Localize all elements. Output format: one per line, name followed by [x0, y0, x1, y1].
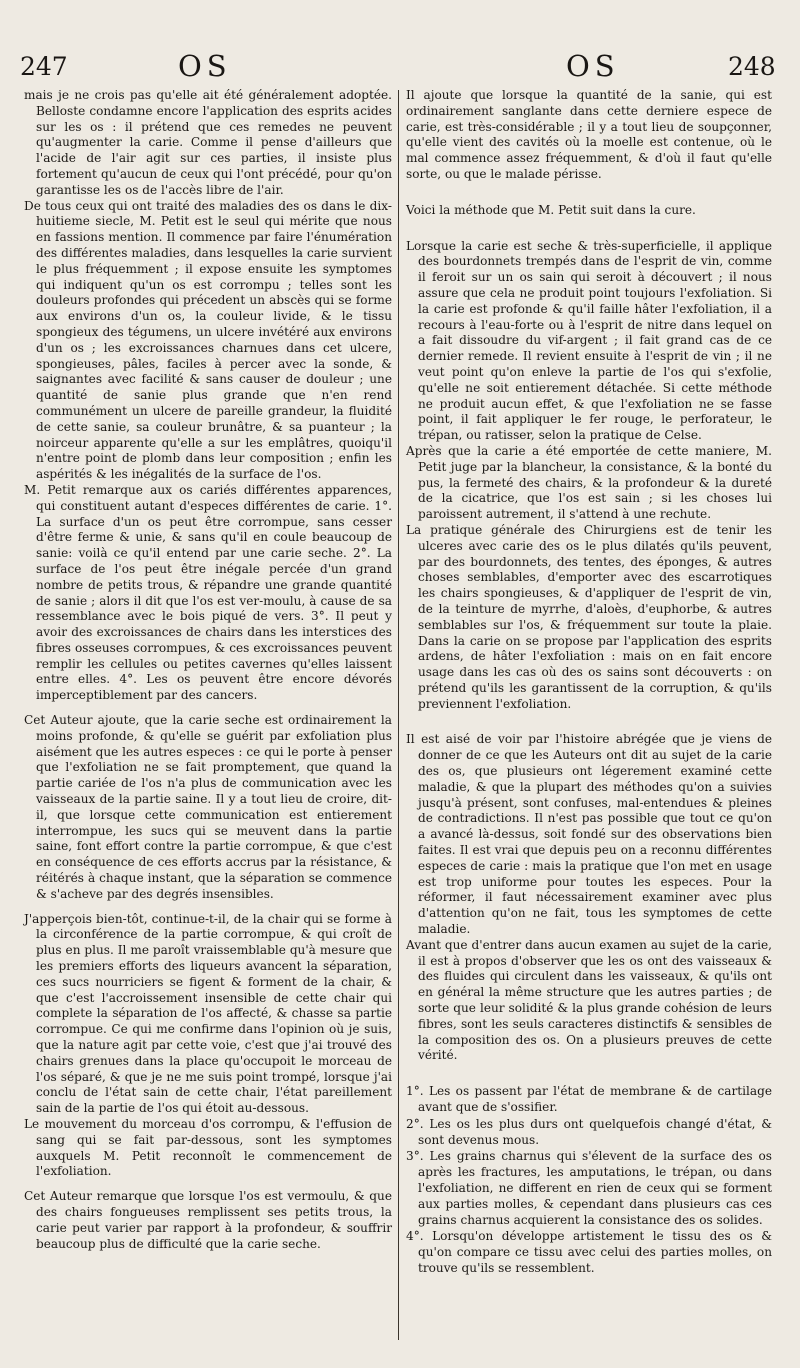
- column-divider: [398, 90, 399, 1340]
- list-item: 4°. Lorsqu'on développe artistement le tissu des os & qu'on compare ce tissu avec celui des parties molles, on trouve qu'ils se ressemblent.: [406, 1229, 772, 1275]
- paragraph: Voici la méthode que M. Petit suit dans la cure.: [406, 202, 696, 217]
- paragraph: Lorsque la carie est seche & très-superficielle, il applique des bourdonnets trempés dans de l'esprit de vin, comme il feroit sur un os sain qui seroit à découvert ; il nous assure que cela ne produit point toujours l'exfoliation. Si la carie est profonde & qu'il faille hâter l'exfoliation, il a recours à l'eau-forte ou à l'esprit de nitre dans lequel on a fait dissoudre du vif-argent ; il fait grand cas de ce dernier remede. Il revient ensuite à l'esprit de vin ; il ne veut point qu'on enleve la partie de l'os qui s'exfolie, qu'elle ne soit entierement détachée. Si cette méthode ne produit aucun effet, & que l'exfoliation ne se fasse point, il fait appliquer le fer rouge, le perforateur, le trépan, ou ratisser, selon la pratique de Celse.: [406, 238, 772, 443]
- page-number-right: 248: [728, 52, 776, 81]
- paragraph: La pratique générale des Chirurgiens est de tenir les ulceres avec carie des os le plus dilatés qu'ils peuvent, par des bourdonnets, des tentes, des éponges, & autres choses semblables, d'emporter avec des escarrotiques les chairs spongieuses, & d'appliquer de l'esprit de vin, de la teinture de myrrhe, d'aloès, d'euphorbe, & autres semblables sur l'os, & fréquemment sur toute la plaie. Dans la carie on se propose par l'application des esprits ardens, de hâter l'exfoliation : mais on en fait encore usage dans les cas où des os sains sont découverts : on prétend qu'ils les garantissent de la corruption, & qu'ils previennent l'exfoliation.: [406, 522, 772, 711]
- left-column: [24, 88, 392, 1252]
- list-item: 3°. Les grains charnus qui s'élevent de la surface des os après les fractures, les amputations, le trépan, ou dans l'exfoliation, ne different en rien de ceux qui se forment aux parties molles, & cependant dans plusieurs cas ces grains charnus acquierent la consistance des os solides.: [406, 1149, 772, 1227]
- running-head-right: OS: [566, 49, 620, 83]
- paragraph: M. Petit remarque aux os cariés différentes apparences, qui constituent autant d'especes différentes de carie. 1°. La surface d'un os peut être corrompue, sans cesser d'être ferme & unie, & sans qu'il en coule beaucoup de sanie: voilà ce qu'il entend par une carie seche. 2°. La surface de l'os peut être inégale percée d'un grand nombre de petits trous, & répandre une grande quantité de sanie ; alors il dit que l'os est ver-moulu, à cause de sa ressemblance avec le bois piqué de vers. 3°. Il peut y avoir des excroissances de chairs dans les interstices des fibres osseuses corrompues, & ces excroissances peuvent remplir les cellules ou petites cavernes qu'elles laissent entre elles. 4°. Les os peuvent être encore dévorés imperceptiblement par des cancers.: [24, 482, 392, 703]
- list-item: 2°. Les os les plus durs ont quelquefois changé d'état, & sont devenus mous.: [406, 1116, 772, 1147]
- paragraph: Avant que d'entrer dans aucun examen au sujet de la carie, il est à propos d'observer que les os ont des vaisseaux & des fluides qui circulent dans les vaisseaux, & qu'ils ont en général la même structure que les autres parties ; de sorte que leur solidité & la plus grande cohésion de leurs fibres, sont les seuls caracteres distinctifs & sensibles de la composition des os. On a plusieurs preuves de cette vérité.: [406, 937, 772, 1063]
- list-item: 1°. Les os passent par l'état de membrane & de cartilage avant que de s'ossifier.: [406, 1084, 772, 1115]
- running-head-left: OS: [178, 49, 232, 83]
- paragraph: Cet Auteur remarque que lorsque l'os est vermoulu, & que des chairs fongueuses remplissent ses petits trous, la carie peut varier par rapport à la profondeur, & souffrir beaucoup plus de difficulté que la carie seche.: [24, 1189, 392, 1251]
- paragraph: Il ajoute que lorsque la quantité de la sanie, qui est ordinairement sanglante dans cette derniere espece de carie, est très-considérable ; il y a tout lieu de soupçonner, qu'elle vient des cavités où la moelle est contenue, où le mal commence assez fréquemment, & d'où il faut qu'elle sorte, ou que le malade périsse.: [406, 88, 772, 181]
- page-number-left: 247: [20, 52, 68, 81]
- paragraph: Après que la carie a été emportée de cette maniere, M. Petit juge par la blancheur, la consistance, & la bonté du pus, la fermeté des chairs, & la profondeur & la dureté de la cicatrice, que l'os est sain ; si les choses lui paroissent autrement, il s'attend à une rechute.: [406, 443, 772, 522]
- paragraph: Il est aisé de voir par l'histoire abrégée que je viens de donner de ce que les Auteurs ont dit au sujet de la carie des os, que plusieurs ont légerement examiné cette maladie, & que la plupart des méthodes qu'on a suivies jusqu'à présent, sont confuses, mal-entendues & pleines de contradictions. Il n'est pas possible que tout ce qu'on a avancé là-dessus, soit fondé sur des observations bien faites. Il est vrai que depuis peu on a reconnu différentes especes de carie : mais la pratique que l'on met en usage est trop uniforme pour toutes les especes. Pour la réformer, il faut nécessairement examiner avec plus d'attention qu'on ne fait, tous les symptomes de cette maladie.: [406, 732, 772, 937]
- paragraph: De tous ceux qui ont traité des maladies des os dans le dix-huitieme siecle, M. Petit est le seul qui mérite que nous en fassions mention. Il commence par faire l'énumération des différentes maladies, dans lesquelles la carie survient le plus fréquemment ; il expose ensuite les symptomes qui indiquent qu'un os est corrompu ; telles sont les douleurs profondes qui précedent un abscès qui se forme aux environs d'un os, la couleur livide, & le tissu spongieux des tégumens, un ulcere invétéré aux environs d'un os ; les excroissances charnues dans cet ulcere, spongieuses, pâles, faciles à percer avec la sonde, & saignantes avec facilité & sans causer de douleur ; une quantité de sanie plus grande que n'en rend communément un ulcere de pareille grandeur, la fluidité de cette sanie, sa couleur brunâtre, & sa puanteur ; la noirceur apparente qu'elle a sur les emplâtres, quoiqu'il n'entre point de plomb dans leur composition ; enfin les aspérités & les inégalités de la surface de l'os.: [24, 198, 392, 482]
- right-column: [406, 88, 772, 1278]
- paragraph: Le mouvement du morceau d'os corrompu, & l'effusion de sang qui se fait par-dessous, sont les symptomes auxquels M. Petit reconnoît le commencement de l'exfoliation.: [24, 1117, 392, 1179]
- paragraph: mais je ne crois pas qu'elle ait été généralement adoptée. Belloste condamne encore l'application des esprits acides sur les os : il prétend que ces remedes ne peuvent qu'augmenter la carie. Comme il pense d'ailleurs que l'acide de l'air agit sur ces parties, il insiste plus fortement qu'aucun de ceux qui l'ont précédé, pour qu'on garantisse les os de l'accès libre de l'air.: [24, 88, 392, 197]
- paragraph: Cet Auteur ajoute, que la carie seche est ordinairement la moins profonde, & qu'elle se guérit par exfoliation plus aisément que les autres especes : ce qui le porte à penser que l'exfoliation ne se fait promptement, que quand la partie cariée de l'os n'a plus de communication avec les vaisseaux de la partie saine. Il y a tout lieu de croire, dit-il, que lorsque cette communication est entierement interrompue, les sucs qui se meuvent dans la partie saine, font effort contre la partie corrompue, & que c'est en conséquence de ces efforts accrus par la résistance, & réitérés à chaque instant, que la séparation se commence & s'acheve par des degrés insensibles.: [24, 713, 392, 901]
- paragraph: J'apperçois bien-tôt, continue-t-il, de la chair qui se forme à la circonférence de la partie corrompue, & qui croît de plus en plus. Il me paroît vraissemblable qu'à mesure que les premiers efforts des liqueurs avancent la séparation, ces sucs nourriciers se figent & forment de la chair, & que c'est l'accroissement insensible de cette chair qui complete la séparation de l'os affecté, & chasse sa partie corrompue. Ce qui me confirme dans l'opinion où je suis, que la nature agit par cette voie, c'est que j'ai trouvé des chairs grenues dans la place qu'occupoit le morceau de l'os séparé, & que je ne me suis point trompé, lorsque j'ai conclu de l'état sain de cette chair, l'état pareillement sain de la partie de l'os qui étoit au-dessous.: [24, 911, 392, 1116]
- numbered-list: [406, 1084, 772, 1277]
- page-header: [0, 49, 800, 92]
